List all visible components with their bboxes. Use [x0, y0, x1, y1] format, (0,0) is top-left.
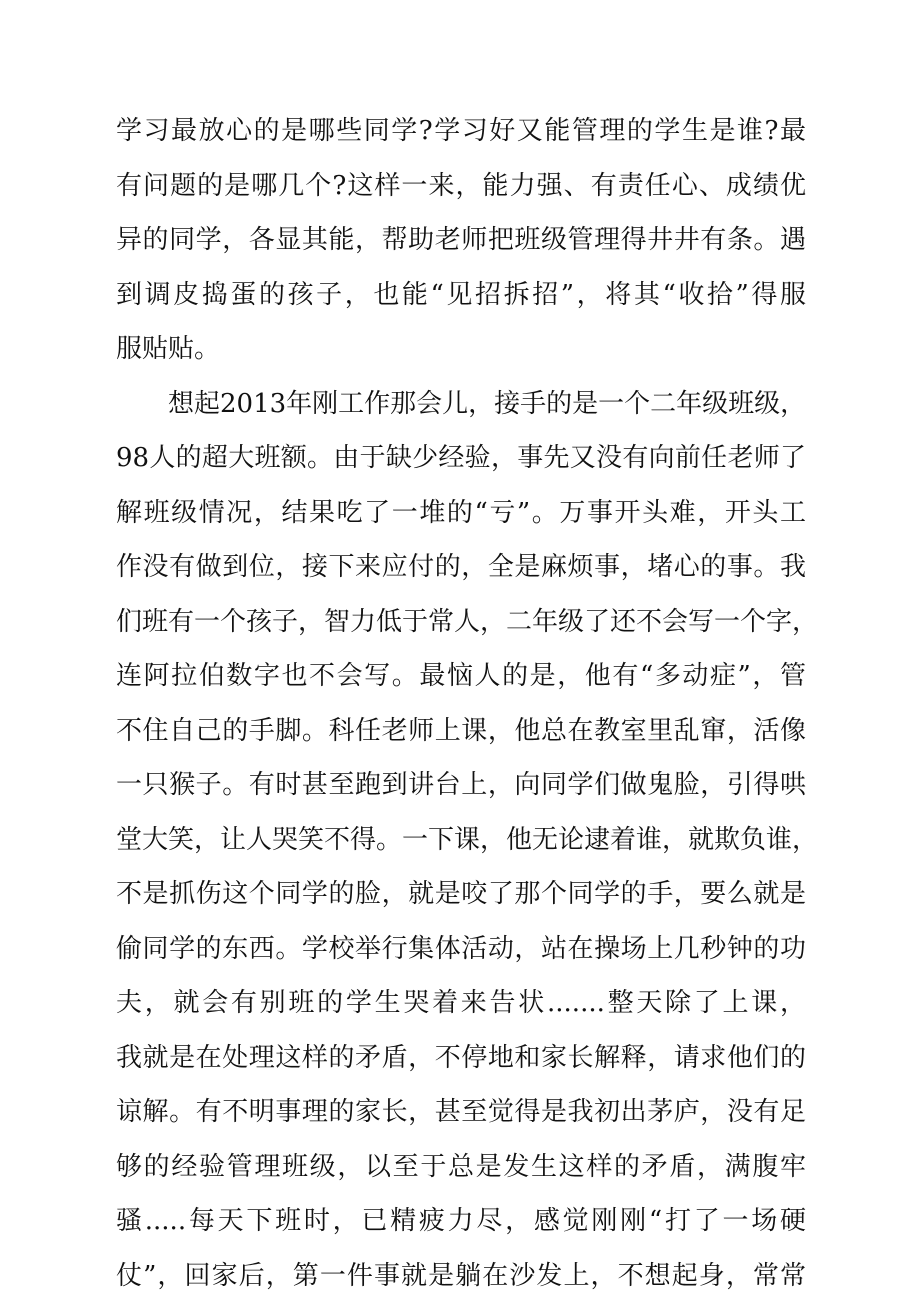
text-line: 作没有做到位，接下来应付的，全是麻烦事，堵心的事。我	[116, 540, 806, 595]
text-line: 我就是在处理这样的矛盾，不停地和家长解释，请求他们的	[116, 1031, 806, 1086]
text-line: 98人的超大班额。由于缺少经验，事先又没有向前任老师了	[116, 431, 806, 486]
text-line: 不是抓伤这个同学的脸，就是咬了那个同学的手，要么就是	[116, 867, 806, 922]
text-line: 夫，就会有别班的学生哭着来告状.......整天除了上课，	[116, 976, 806, 1031]
paragraph-1	[116, 104, 806, 377]
text-line: 有问题的是哪几个?这样一来，能力强、有责任心、成绩优	[116, 159, 806, 214]
text-line: 偷同学的东西。学校举行集体活动，站在操场上几秒钟的功	[116, 922, 806, 977]
text-line: 仗”，回家后，第一件事就是躺在沙发上，不想起身，常常	[116, 1249, 806, 1303]
text-line: 想起2013年刚工作那会儿，接手的是一个二年级班级，	[116, 377, 806, 432]
text-line: 连阿拉伯数字也不会写。最恼人的是，他有“多动症”，管	[116, 649, 806, 704]
text-line: 异的同学，各显其能，帮助老师把班级管理得井井有条。遇	[116, 213, 806, 268]
text-line: 不住自己的手脚。科任老师上课，他总在教室里乱窜，活像	[116, 704, 806, 759]
document-body	[116, 104, 806, 1303]
text-line: 解班级情况，结果吃了一堆的“亏”。万事开头难，开头工	[116, 486, 806, 541]
text-line: 学习最放心的是哪些同学?学习好又能管理的学生是谁?最	[116, 104, 806, 159]
text-line: 堂大笑，让人哭笑不得。一下课，他无论逮着谁，就欺负谁，	[116, 813, 806, 868]
text-line: 一只猴子。有时甚至跑到讲台上，向同学们做鬼脸，引得哄	[116, 758, 806, 813]
text-line: 们班有一个孩子，智力低于常人，二年级了还不会写一个字，	[116, 595, 806, 650]
text-line: 够的经验管理班级，以至于总是发生这样的矛盾，满腹牢	[116, 1140, 806, 1195]
text-line: 谅解。有不明事理的家长，甚至觉得是我初出茅庐，没有足	[116, 1085, 806, 1140]
text-line: 骚.....每天下班时，已精疲力尽，感觉刚刚“打了一场硬	[116, 1194, 806, 1249]
text-line: 服贴贴。	[116, 322, 806, 377]
text-line: 到调皮捣蛋的孩子，也能“见招拆招”，将其“收拾”得服	[116, 268, 806, 323]
paragraph-2	[116, 377, 806, 1303]
